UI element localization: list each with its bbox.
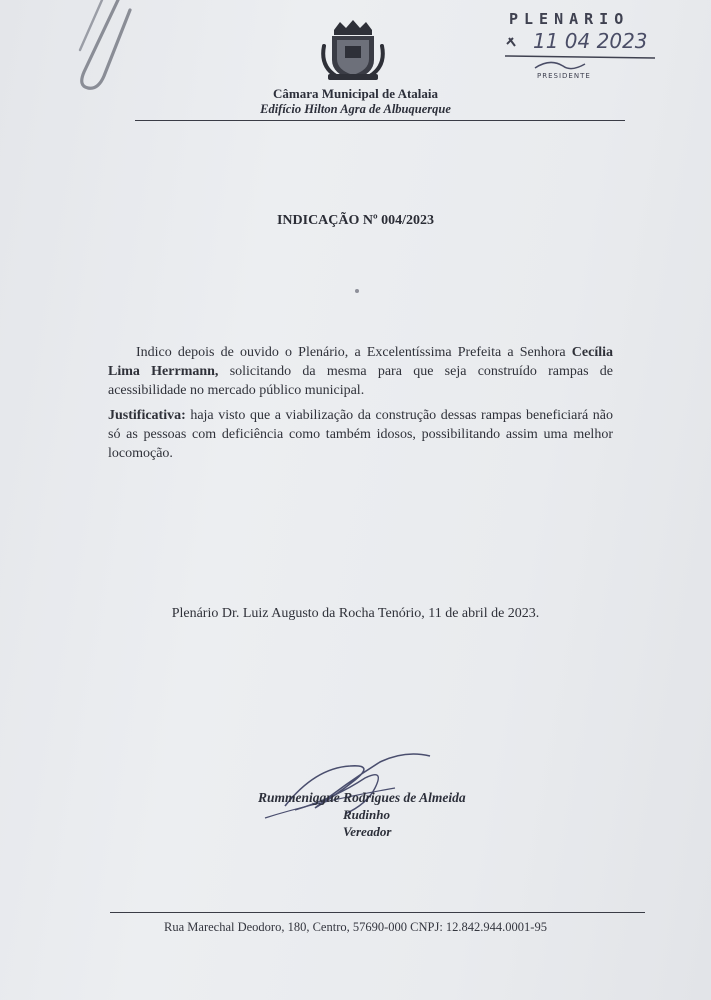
- header-divider: [135, 120, 625, 121]
- justification-paragraph: Justificativa: haja visto que a viabilização da construção dessas rampas beneficiará não só as pessoas com deficiência como também idosos, possibilitando assim uma melhor locomoção.: [108, 408, 613, 461]
- stamp-role: PRESIDENTE: [537, 72, 591, 80]
- building-name: Edifício Hilton Agra de Albuquerque: [260, 102, 451, 116]
- stamp-label: PLENARIO: [509, 10, 630, 28]
- reception-stamp: [505, 6, 665, 91]
- request-paragraph: Indico depois de ouvido o Plenário, a Excelentíssima Prefeita a Senhora Cecília Lima Herrmann, solicitando da mesma para que seja construído rampas de acessibilidade no mercado público municipal.: [108, 345, 614, 398]
- paperclip-icon: [60, 0, 140, 100]
- organization-name: Câmara Municipal de Atalaia: [272, 86, 439, 101]
- footer-divider: [110, 912, 645, 913]
- signer-name: Rummeniggue Rodrigues de Almeida: [258, 790, 466, 805]
- footer-address: Rua Marechal Deodoro, 180, Centro, 57690-000 CNPJ: 12.842.944.0001-95: [164, 920, 547, 934]
- stamp-initials-icon: [535, 62, 585, 68]
- mayor-name: Cecília Lima Herrmann,: [108, 345, 613, 379]
- signer-nickname: Rudinho: [343, 807, 390, 822]
- stamp-date: 11 04 2023: [533, 29, 648, 53]
- municipal-coat-of-arms-icon: [318, 16, 388, 84]
- justification-label: Justificativa:: [108, 408, 186, 423]
- place-and-date: Plenário Dr. Luiz Augusto da Rocha Tenório, 11 de abril de 2023.: [171, 606, 540, 621]
- signer-role: Vereador: [343, 824, 392, 839]
- paper-speck: [355, 289, 359, 293]
- document-title: INDICAÇÃO Nº 004/2023: [276, 213, 435, 228]
